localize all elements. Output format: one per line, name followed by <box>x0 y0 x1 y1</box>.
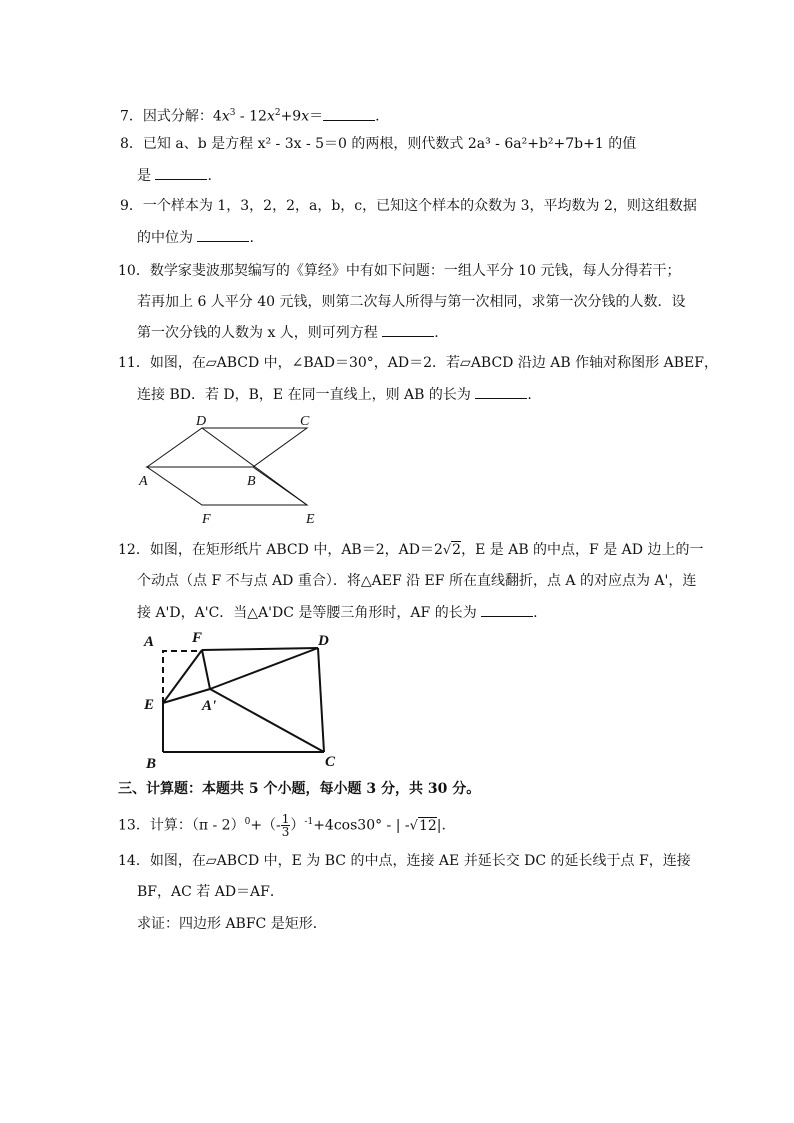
question-11-line-1: 11．如图，在▱ABCD 中，∠BAD＝30°，AD＝2．若▱ABCD 沿边 AB 作轴对称图形 ABEF， <box>118 355 718 371</box>
question-10-line-1: 10．数学家斐波那契编写的《算经》中有如下问题：一组人平分 10 元钱，每人分得若干； <box>118 263 681 279</box>
label-b: B <box>146 756 157 772</box>
parallelogram-abef <box>147 467 307 505</box>
label-f: F <box>202 512 211 527</box>
question-10-line-2: 若再加上 6 人平分 40 元钱，则第二次每人所得与第一次相同，求第一次分钱的人数．设 <box>137 294 686 310</box>
segment-a-prime-c <box>210 689 324 752</box>
question-14-line-2: BF，AC 若 AD＝AF． <box>137 884 284 900</box>
figure-parallelogram <box>130 408 340 530</box>
question-number: 10． <box>118 263 150 279</box>
label-f: F <box>192 630 203 646</box>
question-12-line-2: 个动点（点 F 不与点 AD 重合）．将△AEF 沿 EF 所在直线翻折，点 A 的对应点为 A'，连 <box>137 573 697 589</box>
label-c: C <box>300 414 310 429</box>
question-13: 13．计算：（π - 2）$^0$+（- $\frac{1}{3}$ ）$^{-1}$+4cos30° - | -√12|. <box>118 812 446 840</box>
answer-blank[interactable] <box>481 602 533 617</box>
edge-dc <box>318 648 324 752</box>
figure-rectangle-fold <box>138 626 348 774</box>
answer-blank[interactable] <box>323 106 375 121</box>
question-number: 13． <box>118 817 150 834</box>
question-14-line-1: 14．如图，在▱ABCD 中，E 为 BC 的中点，连接 AE 并延长交 DC 的延长线于点 F，连接 <box>118 853 691 869</box>
question-9-line-1: 9．一个样本为 1，3，2，2，a，b，c，已知这个样本的众数为 3，平均数为 2，则这组数据 <box>120 198 697 214</box>
question-number: 12． <box>118 542 150 558</box>
edge-ae-fd <box>202 648 318 650</box>
question-number: 11． <box>118 355 150 371</box>
question-12-line-1: 12．如图，在矩形纸片 ABCD 中，AB＝2，AD＝2√2，E 是 AB 的中点，F 是 AD 边上的一 <box>118 542 704 558</box>
question-9-line-2: 的中位为 . <box>137 227 254 248</box>
question-11-line-2: 连接 BD．若 D，B，E 在同一直线上，则 AB 的长为 . <box>137 384 532 405</box>
label-b: B <box>247 474 256 489</box>
label-a: A <box>144 634 155 650</box>
parallelogram-abcd <box>147 428 307 467</box>
segment-fa-prime <box>202 650 210 689</box>
question-number: 7． <box>120 108 143 125</box>
question-8-line-2: 是 . <box>137 165 212 186</box>
label-e: E <box>306 512 315 527</box>
fraction-one-third: $\frac{1}{3}$ <box>281 812 290 840</box>
label-c: C <box>325 754 336 770</box>
question-12-line-3: 接 A'D，A'C．当△A'DC 是等腰三角形时，AF 的长为 . <box>137 602 538 623</box>
label-a: A <box>139 474 148 489</box>
label-d: D <box>196 414 207 429</box>
answer-blank[interactable] <box>197 227 249 242</box>
answer-blank[interactable] <box>382 322 434 337</box>
segment-a-prime-d <box>210 648 318 689</box>
question-7: 7．因式分解：$4x^3 - 12x^2+9x=$ . <box>120 103 380 127</box>
segment-ef <box>163 650 202 703</box>
question-number: 8． <box>120 136 143 152</box>
question-number: 14． <box>118 853 150 869</box>
question-8-line-1: 8．已知 a、b 是方程 x² - 3x - 5＝0 的两根，则代数式 2a³ - 6a²+b²+7b+1 的值 <box>120 136 637 152</box>
section-heading: 三、计算题：本题共 5 个小题，每小题 3 分，共 30 分。 <box>118 781 481 797</box>
label-e: E <box>144 697 155 713</box>
answer-blank[interactable] <box>155 165 207 180</box>
label-a-prime: A' <box>202 698 217 714</box>
label-d: D <box>318 633 329 649</box>
question-10-line-3: 第一次分钱的人数为 x 人，则可列方程 . <box>137 322 439 343</box>
answer-blank[interactable] <box>475 384 527 399</box>
question-number: 9． <box>120 198 143 214</box>
question-14-line-3: 求证：四边形 ABFC 是矩形． <box>137 916 327 932</box>
